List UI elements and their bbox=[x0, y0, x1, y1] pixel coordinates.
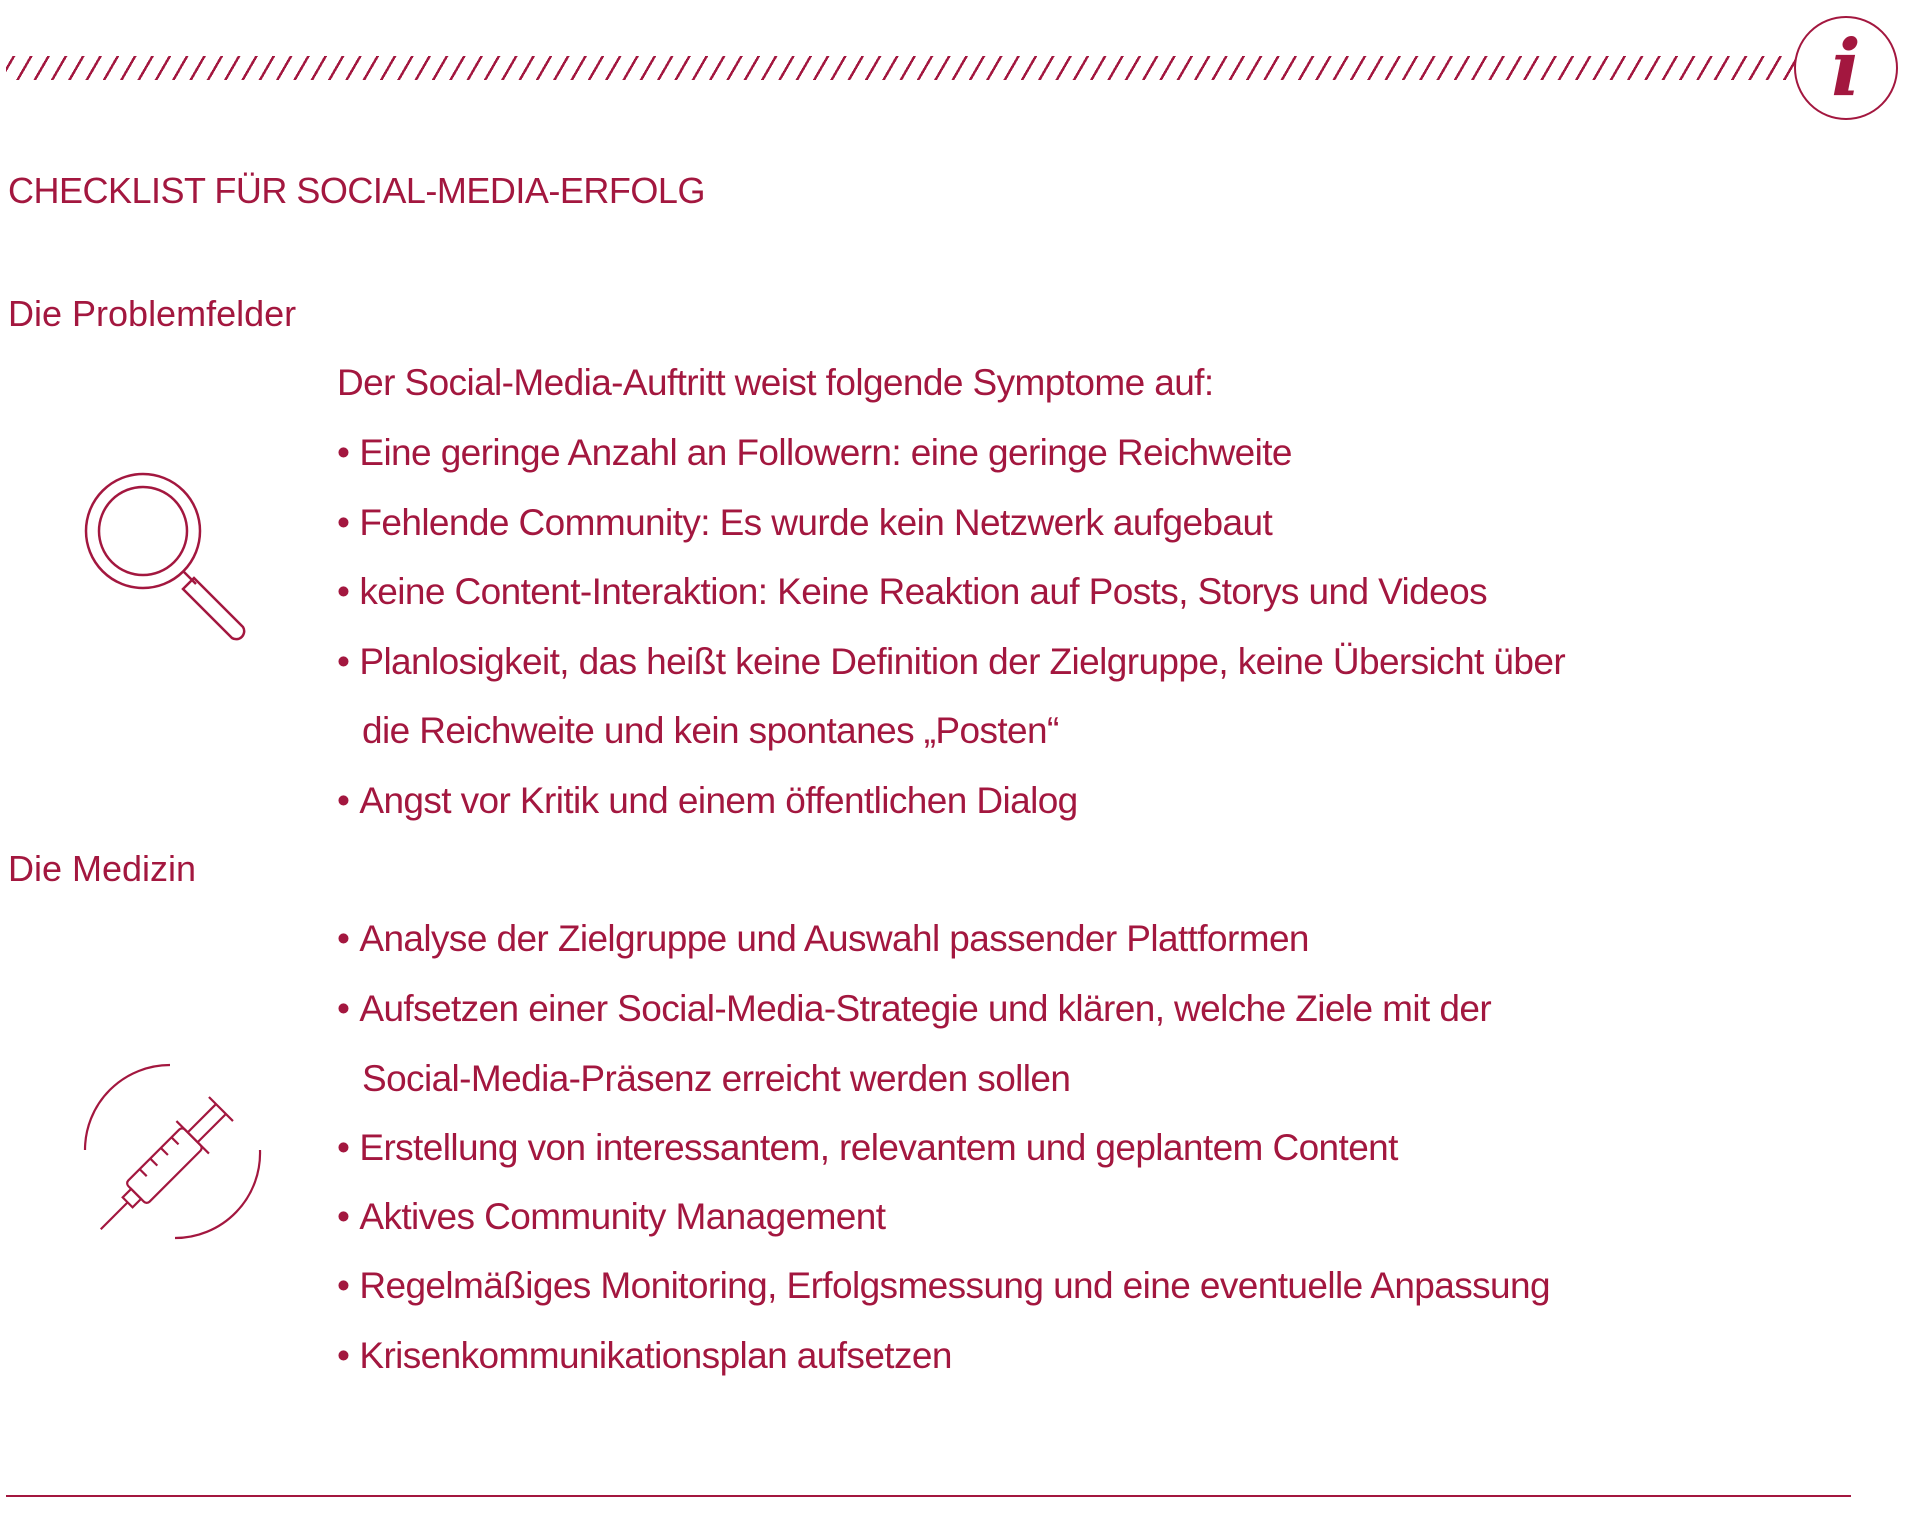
page-title: CHECKLIST FÜR SOCIAL-MEDIA-ERFOLG bbox=[8, 170, 705, 211]
list-item-continuation: die Reichweite und kein spontanes „Posten“ bbox=[362, 710, 1059, 751]
list-item: • Regelmäßiges Monitoring, Erfolgsmessung und eine eventuelle Anpassung bbox=[337, 1265, 1550, 1307]
bottom-divider bbox=[6, 1495, 1851, 1497]
list-item: • Krisenkommunikationsplan aufsetzen bbox=[337, 1335, 952, 1377]
problems-intro: Der Social-Media-Auftritt weist folgende Symptome auf: bbox=[337, 362, 1214, 403]
list-item-continuation: Social-Media-Präsenz erreicht werden sollen bbox=[362, 1058, 1071, 1099]
list-item: • Erstellung von interessantem, relevantem und geplantem Content bbox=[337, 1127, 1398, 1169]
magnifier-icon bbox=[78, 466, 258, 646]
list-item: • Angst vor Kritik und einem öffentlichen Dialog bbox=[337, 780, 1078, 822]
info-icon-glyph: i bbox=[1831, 22, 1861, 114]
list-item: • Eine geringe Anzahl an Followern: eine geringe Reichweite bbox=[337, 432, 1292, 474]
hatched-divider bbox=[6, 56, 1796, 80]
info-icon bbox=[1794, 16, 1898, 120]
list-item: • Analyse der Zielgruppe und Auswahl passender Plattformen bbox=[337, 918, 1309, 960]
list-item: • Aktives Community Management bbox=[337, 1196, 885, 1238]
list-item: • keine Content-Interaktion: Keine Reaktion auf Posts, Storys und Videos bbox=[337, 571, 1487, 613]
list-item: • Fehlende Community: Es wurde kein Netzwerk aufgebaut bbox=[337, 502, 1272, 544]
list-item: • Aufsetzen einer Social-Media-Strategie und klären, welche Ziele mit der bbox=[337, 988, 1491, 1030]
section-heading-problems: Die Problemfelder bbox=[8, 293, 297, 334]
list-item: • Planlosigkeit, das heißt keine Definition der Zielgruppe, keine Übersicht über bbox=[337, 641, 1565, 683]
syringe-icon bbox=[80, 1060, 270, 1250]
section-heading-medicine: Die Medizin bbox=[8, 848, 197, 889]
